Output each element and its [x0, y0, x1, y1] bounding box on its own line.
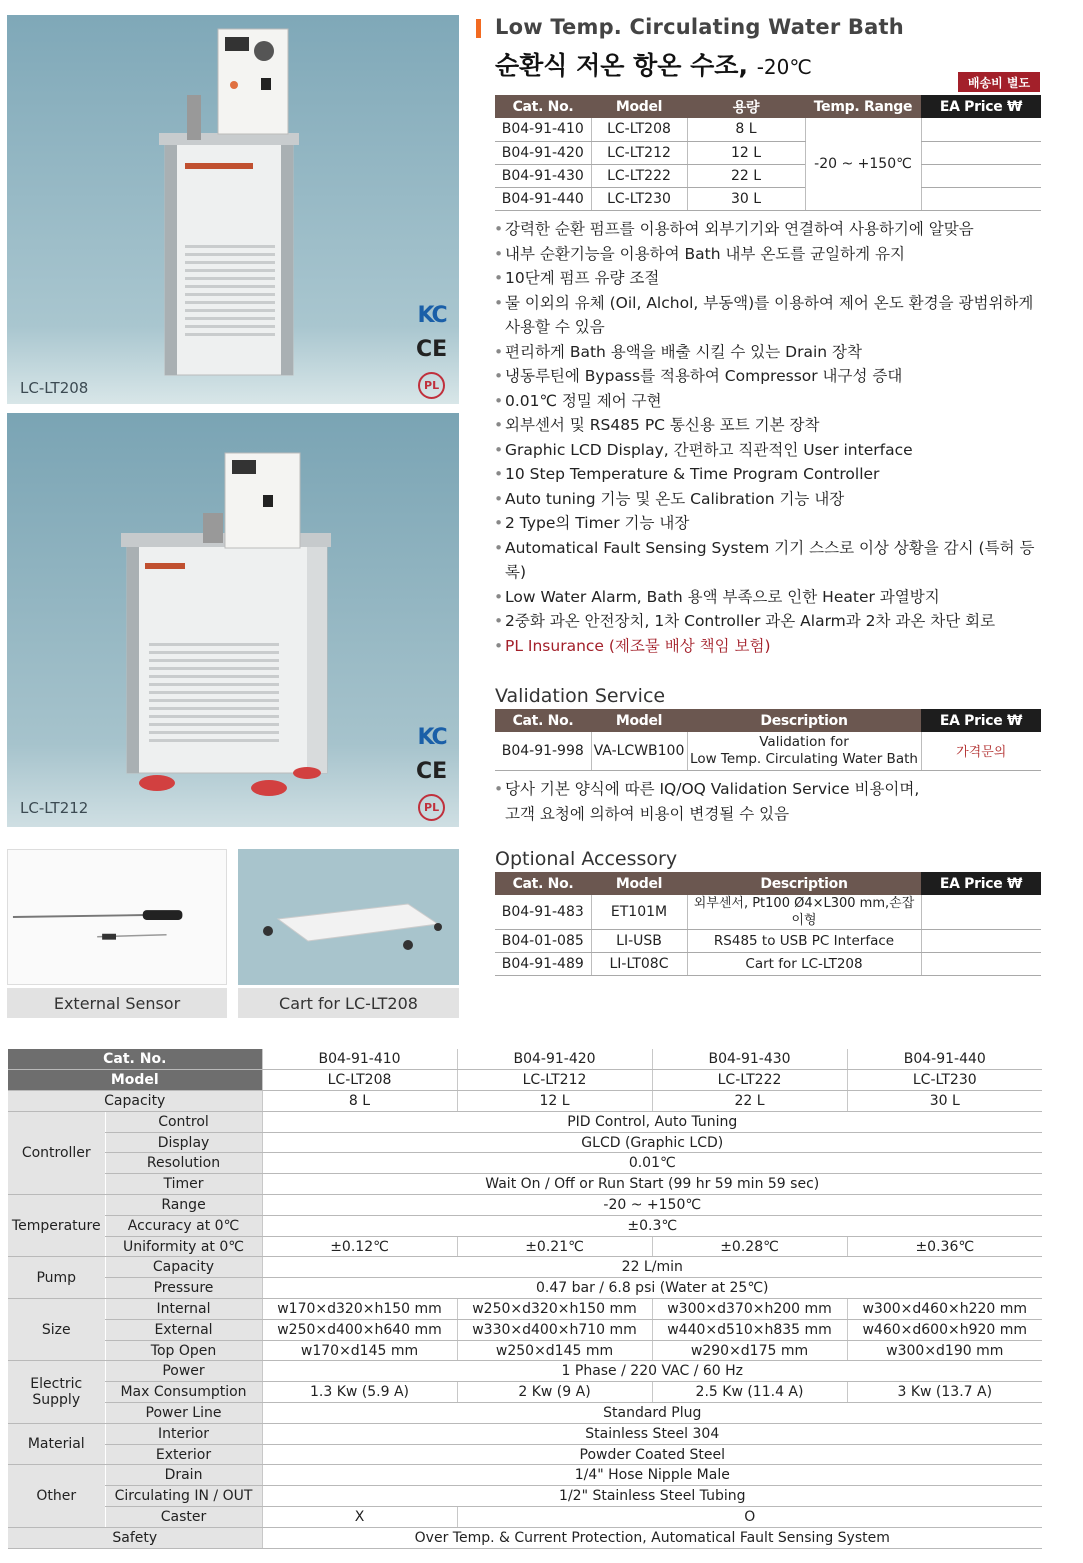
list-item: • 10 Step Temperature & Time Program Controller [494, 462, 1054, 487]
spec-label: Top Open [105, 1340, 262, 1361]
accessory-caption-cart: Cart for LC-LT208 [238, 988, 459, 1018]
spec-value: Stainless Steel 304 [262, 1423, 1042, 1444]
validation-title: Validation Service [495, 685, 666, 707]
spec-label: External [105, 1319, 262, 1340]
kc-mark-icon: KC [417, 303, 446, 328]
spec-row-safety [8, 1527, 1042, 1548]
table-row [495, 953, 1041, 976]
spec-row-capacity [8, 1091, 1042, 1112]
spec-row-external [8, 1319, 1042, 1340]
product-photo-lc-lt212 [7, 413, 459, 827]
spec-value: w170×d145 mm [262, 1340, 457, 1361]
description: RS485 to USB PC Interface [687, 930, 921, 953]
validation-table [495, 709, 1041, 771]
shipping-badge: 배송비 별도 [958, 72, 1040, 92]
spec-label: Drain [105, 1465, 262, 1486]
description-line-1: Validation for [759, 733, 849, 750]
spec-value: 3 Kw (13.7 A) [847, 1382, 1042, 1403]
spec-value: 0.47 bar / 6.8 psi (Water at 25℃) [262, 1278, 1042, 1299]
accessory-header-price: EA Price ₩ [921, 872, 1041, 895]
spec-label: Power Line [105, 1403, 262, 1424]
spec-row-power-line [8, 1403, 1042, 1424]
spec-label-model: Model [8, 1070, 262, 1091]
spec-model: LC-LT212 [457, 1070, 652, 1091]
spec-label: Power [105, 1361, 262, 1382]
model: LC-LT222 [591, 164, 687, 187]
pl-mark-icon: PL [418, 372, 445, 399]
spec-value: w250×d400×h640 mm [262, 1319, 457, 1340]
price-header-price: EA Price ₩ [921, 95, 1041, 118]
price [921, 187, 1041, 210]
spec-cat: B04-91-440 [847, 1049, 1042, 1070]
price-header-cat: Cat. No. [495, 95, 591, 118]
spec-value: Powder Coated Steel [262, 1444, 1042, 1465]
feature-list [494, 217, 1054, 658]
note-line-1: 당사 기본 양식에 따른 IQ/OQ Validation Service 비용이며, [505, 780, 920, 798]
spec-value: -20 ~ +150℃ [262, 1195, 1042, 1216]
list-item-continuation: 사용할 수 있음 [505, 318, 605, 336]
spec-label: Internal [105, 1299, 262, 1320]
spec-value: ±0.3℃ [262, 1215, 1042, 1236]
price [921, 164, 1041, 187]
list-item: • 냉동루틴에 Bypass를 적용하여 Compressor 내구성 증대 [494, 364, 1054, 389]
accessory-header-cat: Cat. No. [495, 872, 591, 895]
spec-value: Over Temp. & Current Protection, Automatical Fault Sensing System [262, 1527, 1042, 1548]
spec-value: w300×d460×h220 mm [847, 1299, 1042, 1320]
validation-header-description: Description [687, 709, 921, 732]
spec-value: 2.5 Kw (11.4 A) [652, 1382, 847, 1403]
spec-value: 30 L [847, 1091, 1042, 1112]
spec-value: 1/4" Hose Nipple Male [262, 1465, 1042, 1486]
spec-value: 12 L [457, 1091, 652, 1112]
description [687, 732, 921, 770]
kc-mark-icon: KC [417, 725, 446, 750]
spec-row-exterior [8, 1444, 1042, 1465]
list-item: • 외부센서 및 RS485 PC 통신용 포트 기본 장착 [494, 413, 1054, 438]
cat-no: B04-91-440 [495, 187, 591, 210]
cat-no: B04-91-483 [495, 895, 591, 930]
capacity: 30 L [687, 187, 805, 210]
spec-value: 22 L/min [262, 1257, 1042, 1278]
spec-row-max-consumption [8, 1382, 1042, 1403]
price-header-capacity: 용량 [687, 95, 805, 118]
spec-value: w300×d370×h200 mm [652, 1299, 847, 1320]
spec-row-interior [8, 1423, 1042, 1444]
spec-model: LC-LT208 [262, 1070, 457, 1091]
spec-row-internal [8, 1299, 1042, 1320]
spec-row-drain [8, 1465, 1042, 1486]
spec-value: w250×d145 mm [457, 1340, 652, 1361]
product-photo-lc-lt208 [7, 15, 459, 404]
spec-value: w170×d320×h150 mm [262, 1299, 457, 1320]
table-row [495, 118, 1041, 141]
spec-group-temperature: Temperature [8, 1195, 105, 1257]
spec-label: Pressure [105, 1278, 262, 1299]
spec-row-caster [8, 1507, 1042, 1528]
product-title-en: Low Temp. Circulating Water Bath [495, 15, 904, 39]
spec-row-cat [8, 1049, 1042, 1070]
price [921, 118, 1041, 141]
spec-value: w300×d190 mm [847, 1340, 1042, 1361]
spec-label: Capacity [105, 1257, 262, 1278]
validation-header-price: EA Price ₩ [921, 709, 1041, 732]
accessory-title: Optional Accessory [495, 848, 678, 870]
photo-caption-lc-lt208: LC-LT208 [20, 379, 89, 397]
spec-value: 22 L [652, 1091, 847, 1112]
spec-cat: B04-91-420 [457, 1049, 652, 1070]
spec-value: w460×d600×h920 mm [847, 1319, 1042, 1340]
list-item: • 10단계 펌프 유량 조절 [494, 266, 1054, 291]
list-item: • Graphic LCD Display, 간편하고 직관적인 User interface [494, 438, 1054, 463]
price-header-range: Temp. Range [805, 95, 921, 118]
table-row [495, 187, 1041, 210]
photo-caption-lc-lt212: LC-LT212 [20, 799, 89, 817]
spec-value: 1.3 Kw (5.9 A) [262, 1382, 457, 1403]
accessory-header-model: Model [591, 872, 687, 895]
product-title-ko-text: 순환식 저온 항온 수조, [495, 51, 748, 80]
validation-header-model: Model [591, 709, 687, 732]
spec-group-other: Other [8, 1465, 105, 1527]
title-accent-bar [476, 19, 481, 38]
spec-cat: B04-91-430 [652, 1049, 847, 1070]
price [921, 953, 1041, 976]
accessory-photo-cart [238, 849, 459, 985]
spec-label: Control [105, 1111, 262, 1132]
spec-value: ±0.21℃ [457, 1236, 652, 1257]
spec-group-size: Size [8, 1299, 105, 1361]
cat-no: B04-91-410 [495, 118, 591, 141]
spec-group-electric-line1: Electric [30, 1376, 83, 1393]
list-item-text: 물 이외의 유체 (Oil, Alchol, 부동액)를 이용하여 제어 온도 환경을 광범위하게 [505, 293, 1034, 312]
spec-value: 8 L [262, 1091, 457, 1112]
spec-row-circulating [8, 1486, 1042, 1507]
spec-row-power [8, 1361, 1042, 1382]
spec-label: Resolution [105, 1153, 262, 1174]
list-item: • 0.01℃ 정밀 제어 구현 [494, 389, 1054, 414]
spec-value: w330×d400×h710 mm [457, 1319, 652, 1340]
capacity: 8 L [687, 118, 805, 141]
model: LC-LT230 [591, 187, 687, 210]
model: LC-LT212 [591, 141, 687, 164]
spec-row-control [8, 1111, 1042, 1132]
spec-label: Exterior [105, 1444, 262, 1465]
model: ET101M [591, 895, 687, 930]
spec-label: Max Consumption [105, 1382, 262, 1403]
certification-marks-top [416, 304, 447, 399]
spec-value: 1 Phase / 220 VAC / 60 Hz [262, 1361, 1042, 1382]
description-line-2: Low Temp. Circulating Water Bath [690, 750, 918, 767]
spec-group-pump: Pump [8, 1257, 105, 1299]
product-title-temp: -20℃ [756, 55, 812, 79]
spec-value: Wait On / Off or Run Start (99 hr 59 min 59 sec) [262, 1174, 1042, 1195]
spec-cat: B04-91-410 [262, 1049, 457, 1070]
spec-value: ±0.28℃ [652, 1236, 847, 1257]
table-row [495, 895, 1041, 930]
cat-no: B04-91-420 [495, 141, 591, 164]
accessory-caption-external-sensor: External Sensor [7, 988, 227, 1018]
cat-no: B04-01-085 [495, 930, 591, 953]
spec-label: Interior [105, 1423, 262, 1444]
spec-label: Range [105, 1195, 262, 1216]
spec-value: PID Control, Auto Tuning [262, 1111, 1042, 1132]
spec-group-electric-line2: Supply [32, 1392, 81, 1409]
capacity: 12 L [687, 141, 805, 164]
description: Cart for LC-LT208 [687, 953, 921, 976]
accessory-photo-external-sensor [7, 849, 227, 985]
price [921, 895, 1041, 930]
spec-table [8, 1049, 1042, 1549]
spec-value: w440×d510×h835 mm [652, 1319, 847, 1340]
spec-label: Timer [105, 1174, 262, 1195]
spec-row-accuracy [8, 1215, 1042, 1236]
cat-no: B04-91-489 [495, 953, 591, 976]
validation-header-cat: Cat. No. [495, 709, 591, 732]
spec-value: Standard Plug [262, 1403, 1042, 1424]
spec-label: Accuracy at 0℃ [105, 1215, 262, 1236]
list-item: • Automatical Fault Sensing System 기기 스스로 이상 상황을 감시 (특허 등록) [494, 536, 1054, 585]
spec-group-electric [8, 1361, 105, 1423]
list-item [494, 291, 1054, 340]
list-item-pl-insurance: • PL Insurance (제조물 배상 책임 보험) [494, 634, 1054, 659]
spec-value: w290×d175 mm [652, 1340, 847, 1361]
price-table [495, 95, 1041, 211]
price-inquiry: 가격문의 [921, 732, 1041, 770]
table-row [495, 141, 1041, 164]
list-item: • 2 Type의 Timer 기능 내장 [494, 511, 1054, 536]
spec-model: LC-LT222 [652, 1070, 847, 1091]
description: 외부센서, Pt100 Ø4×L300 mm,손잡이형 [687, 895, 921, 930]
list-item: • 강력한 순환 펌프를 이용하여 외부기기와 연결하여 사용하기에 알맞음 [494, 217, 1054, 242]
spec-value: 0.01℃ [262, 1153, 1042, 1174]
price [921, 141, 1041, 164]
spec-row-pump-capacity [8, 1257, 1042, 1278]
spec-label-capacity: Capacity [8, 1091, 262, 1112]
spec-value: X [262, 1507, 457, 1528]
spec-label: Caster [105, 1507, 262, 1528]
table-row [495, 930, 1041, 953]
ce-mark-icon: CE [416, 759, 448, 784]
price-header-model: Model [591, 95, 687, 118]
spec-value: ±0.36℃ [847, 1236, 1042, 1257]
list-item: • 편리하게 Bath 용액을 배출 시킬 수 있는 Drain 장착 [494, 340, 1054, 365]
accessory-table [495, 872, 1041, 976]
spec-row-timer [8, 1174, 1042, 1195]
spec-label-safety: Safety [8, 1527, 262, 1548]
cat-no: B04-91-998 [495, 732, 591, 770]
list-item: • Low Water Alarm, Bath 용액 부족으로 인한 Heater 과열방지 [494, 585, 1054, 610]
table-row [495, 732, 1041, 770]
model: LI-LT08C [591, 953, 687, 976]
model: LC-LT208 [591, 118, 687, 141]
list-item: • 내부 순환기능을 이용하여 Bath 내부 온도를 균일하게 유지 [494, 242, 1054, 267]
capacity: 22 L [687, 164, 805, 187]
spec-value: 1/2" Stainless Steel Tubing [262, 1486, 1042, 1507]
list-item: • 2중화 과온 안전장치, 1차 Controller 과온 Alarm과 2차 과온 차단 회로 [494, 609, 1054, 634]
spec-model: LC-LT230 [847, 1070, 1042, 1091]
spec-row-resolution [8, 1153, 1042, 1174]
note-line-2: 고객 요청에 의하여 비용이 변경될 수 있음 [505, 804, 790, 823]
spec-row-model [8, 1070, 1042, 1091]
model: VA-LCWB100 [591, 732, 687, 770]
temp-range: -20 ~ +150℃ [805, 118, 921, 210]
certification-marks-middle [416, 726, 447, 821]
spec-value: 2 Kw (9 A) [457, 1382, 652, 1403]
accessory-header-description: Description [687, 872, 921, 895]
validation-note [494, 777, 1054, 826]
spec-value: GLCD (Graphic LCD) [262, 1132, 1042, 1153]
spec-group-controller: Controller [8, 1111, 105, 1194]
product-title-ko [495, 46, 812, 82]
price [921, 930, 1041, 953]
model: LI-USB [591, 930, 687, 953]
spec-row-pressure [8, 1278, 1042, 1299]
list-item: • Auto tuning 기능 및 온도 Calibration 기능 내장 [494, 487, 1054, 512]
spec-group-material: Material [8, 1423, 105, 1465]
pl-mark-icon: PL [418, 794, 445, 821]
spec-label: Display [105, 1132, 262, 1153]
list-item [494, 777, 1054, 826]
table-row [495, 164, 1041, 187]
spec-value: w250×d320×h150 mm [457, 1299, 652, 1320]
spec-value: ±0.12℃ [262, 1236, 457, 1257]
spec-row-range [8, 1195, 1042, 1216]
spec-label-cat: Cat. No. [8, 1049, 262, 1070]
cat-no: B04-91-430 [495, 164, 591, 187]
spec-row-top-open [8, 1340, 1042, 1361]
spec-row-uniformity [8, 1236, 1042, 1257]
spec-label: Circulating IN / OUT [105, 1486, 262, 1507]
spec-row-display [8, 1132, 1042, 1153]
ce-mark-icon: CE [416, 337, 448, 362]
spec-value: O [457, 1507, 1042, 1528]
spec-label: Uniformity at 0℃ [105, 1236, 262, 1257]
